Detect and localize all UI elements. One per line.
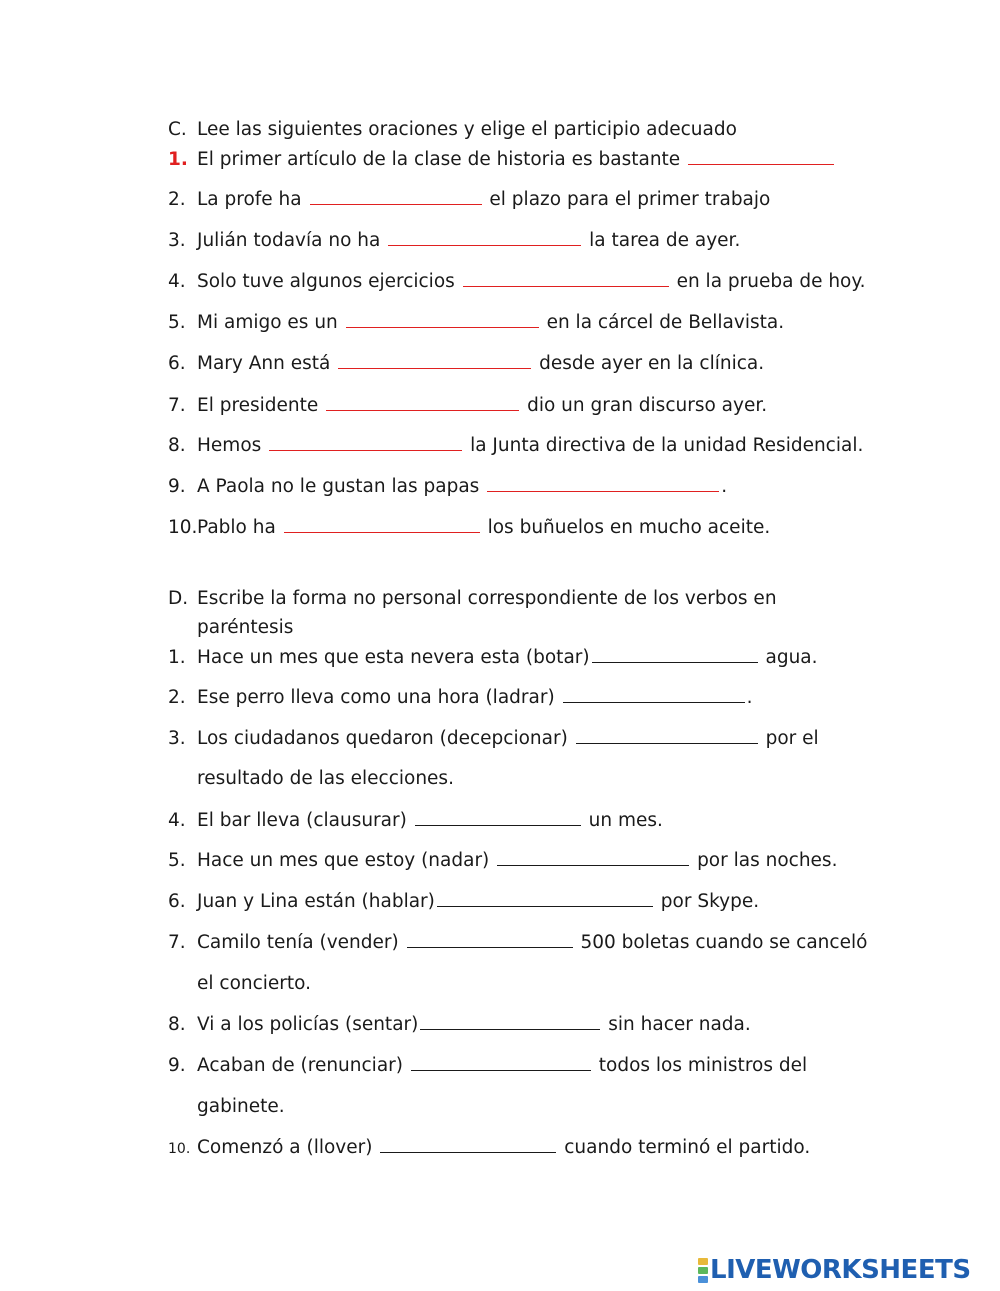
- item-text-after: en la cárcel de Bellavista.: [546, 312, 785, 333]
- item-text: Solo tuve algunos ejercicios: [197, 271, 455, 292]
- answer-blank[interactable]: [326, 396, 519, 411]
- c-item-5: [168, 311, 980, 335]
- d-item-4: [168, 809, 980, 833]
- answer-blank[interactable]: [380, 1138, 556, 1153]
- liveworksheets-logo: [698, 1255, 971, 1285]
- item-text-after: sin hacer nada.: [608, 1014, 751, 1035]
- answer-blank[interactable]: [411, 1056, 591, 1071]
- answer-blank[interactable]: [576, 729, 758, 744]
- item-number: 9.: [168, 476, 186, 497]
- d-item-3: [168, 727, 980, 751]
- item-number: 7.: [168, 395, 186, 416]
- item-text: Hace un mes que estoy (nadar): [197, 850, 490, 871]
- item-text-after: 500 boletas cuando se canceló: [580, 932, 868, 953]
- c-item-10: [168, 516, 980, 540]
- item-number: 5.: [168, 850, 186, 871]
- item-text-after: dio un gran discurso ayer.: [527, 395, 768, 416]
- item-text-after: la tarea de ayer.: [589, 230, 741, 251]
- item-text-after: todos los ministros del: [598, 1055, 808, 1076]
- d-item-6: [168, 890, 980, 914]
- item-text: Julián todavía no ha: [197, 230, 381, 251]
- d-item-2: [168, 686, 980, 710]
- item-number: 7.: [168, 932, 186, 953]
- item-text-after: agua.: [765, 647, 818, 668]
- item-text: Mi amigo es un: [197, 312, 338, 333]
- d-item-7-cont: el concierto.: [197, 973, 312, 994]
- answer-blank[interactable]: [310, 190, 482, 205]
- item-text: La profe ha: [197, 189, 302, 210]
- d-item-10: [168, 1136, 980, 1161]
- item-number: 2.: [168, 687, 186, 708]
- item-text-after: cuando terminó el partido.: [564, 1137, 811, 1158]
- item-text-after: la Junta directiva de la unidad Residencial.: [470, 435, 864, 456]
- item-text-after: desde ayer en la clínica.: [539, 353, 765, 374]
- d-item-9: [168, 1054, 980, 1078]
- item-text-after: el plazo para el primer trabajo: [489, 189, 771, 210]
- answer-blank[interactable]: [688, 150, 834, 165]
- item-text: A Paola no le gustan las papas: [197, 476, 480, 497]
- item-text: El primer artículo de la clase de historia es bastante: [197, 149, 681, 170]
- item-text: Camilo tenía (vender): [197, 932, 399, 953]
- item-number: 3.: [168, 230, 186, 251]
- item-number: 8.: [168, 435, 186, 456]
- item-number: 8.: [168, 1014, 186, 1035]
- d-item-9-cont: gabinete.: [197, 1096, 285, 1117]
- c-item-9: [168, 475, 980, 499]
- item-text: Acaban de (renunciar): [197, 1055, 403, 1076]
- c-item-6: [168, 352, 980, 376]
- c-item-3: [168, 229, 980, 253]
- logo-text: LIVEWORKSHEETS: [710, 1255, 971, 1285]
- item-text-after: en la prueba de hoy.: [676, 271, 866, 292]
- item-text: Mary Ann está: [197, 353, 331, 374]
- section-c-heading: [168, 118, 980, 142]
- section-d-heading: [168, 587, 980, 611]
- section-d-instruction-cont: paréntesis: [197, 617, 294, 638]
- answer-blank[interactable]: [388, 231, 581, 246]
- item-text-after: .: [721, 476, 728, 497]
- c-item-2: [168, 188, 980, 212]
- item-text-after: por Skype.: [660, 891, 760, 912]
- c-item-1: [168, 148, 980, 172]
- item-number: 3.: [168, 728, 186, 749]
- item-text-after: .: [746, 687, 753, 708]
- item-number: 1.: [168, 149, 188, 170]
- item-text-after: por las noches.: [697, 850, 838, 871]
- item-text: Los ciudadanos quedaron (decepcionar): [197, 728, 568, 749]
- item-text-after: por el: [765, 728, 819, 749]
- d-item-1: [168, 646, 980, 670]
- answer-blank[interactable]: [284, 518, 480, 533]
- c-item-7: [168, 394, 980, 418]
- item-text: Juan y Lina están (hablar): [197, 891, 435, 912]
- item-text: El presidente: [197, 395, 319, 416]
- logo-blocks-icon: [698, 1257, 708, 1284]
- section-d-instruction: Escribe la forma no personal correspondiente de los verbos en: [197, 588, 777, 609]
- answer-blank[interactable]: [346, 313, 539, 328]
- answer-blank[interactable]: [415, 811, 581, 826]
- item-text: Pablo ha: [197, 517, 276, 538]
- item-text-after: los buñuelos en mucho aceite.: [487, 517, 771, 538]
- answer-blank[interactable]: [592, 648, 758, 663]
- answer-blank[interactable]: [437, 892, 653, 907]
- item-number: 6.: [168, 353, 186, 374]
- d-item-5: [168, 849, 980, 873]
- item-text: Comenzó a (llover): [197, 1137, 373, 1158]
- answer-blank[interactable]: [407, 933, 573, 948]
- item-text-after: un mes.: [588, 810, 663, 831]
- item-text: El bar lleva (clausurar): [197, 810, 407, 831]
- item-number: 6.: [168, 891, 186, 912]
- d-item-7: [168, 931, 980, 955]
- answer-blank[interactable]: [497, 851, 689, 866]
- item-text: Ese perro lleva como una hora (ladrar): [197, 687, 555, 708]
- answer-blank[interactable]: [487, 477, 719, 492]
- item-text: Vi a los policías (sentar): [197, 1014, 419, 1035]
- item-number: 1.: [168, 647, 186, 668]
- c-item-8: [168, 434, 980, 458]
- item-number: 10.: [168, 517, 198, 538]
- answer-blank[interactable]: [338, 354, 531, 369]
- item-number: 4.: [168, 271, 186, 292]
- item-number: 4.: [168, 810, 186, 831]
- answer-blank[interactable]: [563, 688, 745, 703]
- item-number: 10.: [168, 1141, 191, 1157]
- item-text: Hemos: [197, 435, 262, 456]
- item-number: 5.: [168, 312, 186, 333]
- item-text: Hace un mes que esta nevera esta (botar): [197, 647, 590, 668]
- d-item-8: [168, 1013, 980, 1037]
- answer-blank[interactable]: [269, 436, 462, 451]
- section-c-instruction: Lee las siguientes oraciones y elige el participio adecuado: [197, 119, 737, 140]
- c-item-4: [168, 270, 980, 294]
- section-c-label: C.: [168, 119, 187, 140]
- item-number: 2.: [168, 189, 186, 210]
- section-d-label: D.: [168, 588, 189, 609]
- d-item-3-cont: resultado de las elecciones.: [197, 768, 454, 789]
- answer-blank[interactable]: [463, 272, 669, 287]
- answer-blank[interactable]: [420, 1015, 600, 1030]
- item-number: 9.: [168, 1055, 186, 1076]
